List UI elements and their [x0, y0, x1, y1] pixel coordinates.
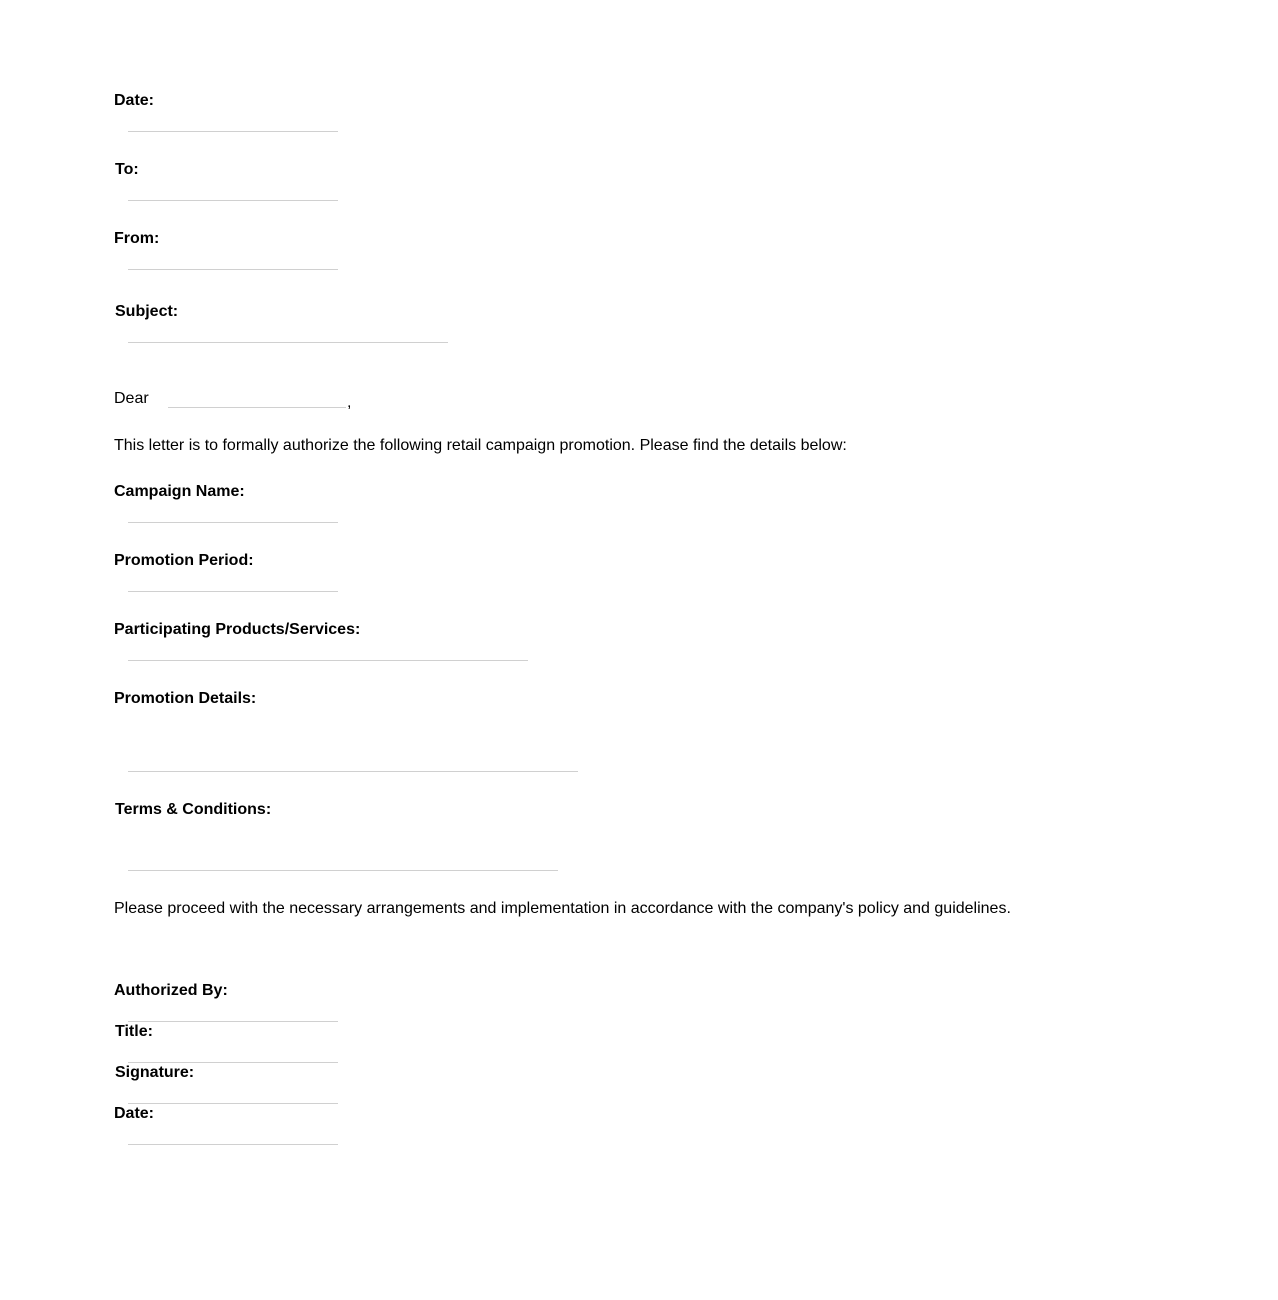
products-label: Participating Products/Services: — [114, 621, 361, 638]
intro-paragraph: This letter is to formally authorize the following retail campaign promotion. Please find the details below: — [114, 437, 847, 454]
title-field[interactable] — [128, 1062, 338, 1063]
closing-paragraph: Please proceed with the necessary arrangements and implementation in accordance with the company's policy and guidelines. — [114, 900, 1011, 917]
signature-field[interactable] — [128, 1103, 338, 1104]
terms-field[interactable] — [128, 870, 558, 871]
salutation-comma: , — [347, 394, 352, 411]
products-field[interactable] — [128, 660, 528, 661]
to-field[interactable] — [128, 200, 338, 201]
salutation-dear: Dear — [114, 390, 149, 407]
promotion-details-label: Promotion Details: — [114, 690, 257, 707]
date-field[interactable] — [128, 131, 338, 132]
promotion-details-field[interactable] — [128, 771, 578, 772]
promotion-period-label: Promotion Period: — [114, 552, 254, 569]
recipient-name-field[interactable] — [168, 407, 346, 408]
authorized-by-field[interactable] — [128, 1021, 338, 1022]
terms-label: Terms & Conditions: — [115, 801, 272, 818]
authorized-by-label: Authorized By: — [114, 982, 228, 999]
auth-date-field[interactable] — [128, 1144, 338, 1145]
subject-field[interactable] — [128, 342, 448, 343]
to-label: To: — [115, 161, 139, 178]
from-field[interactable] — [128, 269, 338, 270]
date-label: Date: — [114, 92, 155, 109]
campaign-name-label: Campaign Name: — [114, 483, 245, 500]
campaign-name-field[interactable] — [128, 522, 338, 523]
from-label: From: — [114, 230, 160, 247]
title-label: Title: — [115, 1023, 153, 1040]
auth-date-label: Date: — [114, 1105, 155, 1122]
promotion-period-field[interactable] — [128, 591, 338, 592]
subject-label: Subject: — [115, 303, 179, 320]
signature-label: Signature: — [115, 1064, 195, 1081]
